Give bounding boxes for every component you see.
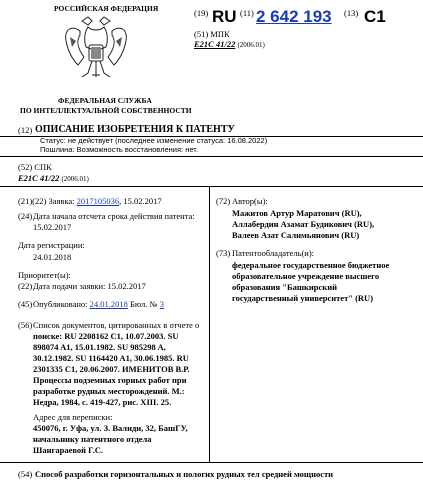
invention-title: Способ разработки горизонтальных и пологих рудных тел средней мощности [35,469,334,479]
field-56-num: (56) [18,320,33,330]
document-title: ОПИСАНИЕ ИЗОБРЕТЕНИЯ К ПАТЕНТУ [35,124,235,135]
field-22-num: (22) [18,281,33,291]
field-24-label: Дата начала отсчета срока действия патента: [33,211,195,221]
address-line: начальнику патентного отдела [33,434,152,444]
owner-line: государственный университет" (RU) [232,293,374,303]
agency-line-2: ПО ИНТЕЛЛЕКТУАЛЬНОЙ СОБСТВЕННОСТИ [20,106,192,115]
publication-row [33,299,164,310]
bulletin-label: Бюл. № [130,299,158,309]
author-item: Мажитов Артур Маратович (RU), [232,208,362,218]
address-label: Адрес для переписки: [33,412,113,422]
bottom-divider [0,462,423,463]
owner-line: образовательное учреждение высшего [232,271,380,281]
ipc-code: E21C 41/22 [194,39,236,49]
field-45-num: (45) [18,299,33,309]
publication-date-link[interactable]: 24.01.2018 [89,299,128,309]
kind-code: C1 [364,7,386,26]
field-24-value: 15.02.2017 [33,222,72,232]
fee-line: Пошлина: Возможность восстановления: нет. [40,144,198,154]
cited-line: 30.12.1982. SU 1164420 A1, 30.06.1985. RU [33,353,189,363]
field-code-13: (13) [344,8,359,18]
address-line: Шангараевой Г.С. [33,445,103,455]
address-line: 450076, г. Уфа, ул. З. Валиди, 32, БашГУ, [33,423,188,433]
field-code-12: (12) [18,125,33,135]
cited-documents [33,320,199,408]
spk-label: (52) СПК [18,162,52,172]
author-item: Аллабердин Азамат Будикович (RU), [232,219,375,229]
application-number-link[interactable]: 2017105036 [76,196,120,206]
spk-year: (2006.01) [61,175,89,183]
column-divider [209,186,210,462]
state-emblem [62,15,130,87]
cited-line: Процессы подземных горных работ при [33,375,187,385]
cited-line: разработке рудных месторождений. М.: [33,386,185,396]
field-22-text: Дата подачи заявки: 15.02.2017 [33,281,146,291]
agency-line-1: ФЕДЕРАЛЬНАЯ СЛУЖБА [58,96,152,105]
publication-label: Опубликовано: [33,299,88,309]
field-24-num: (24) [18,211,33,221]
ipc-label: (51) МПК [194,29,230,39]
patent-number-link[interactable]: 2 642 193 [256,7,332,26]
address-block [33,423,188,456]
application-prefix: (21)(22) Заявка: [18,196,75,206]
field-code-19: (19) [194,8,209,18]
owner-label: Патентообладатель(и): [232,248,315,258]
status-block [40,137,267,154]
field-code-11: (11) [240,8,254,18]
status-divider [0,156,423,157]
ipc-year: (2006.01) [237,41,265,49]
application-row [18,196,162,207]
author-item: Валеев Азат Салимьянович (RU) [232,230,360,240]
cited-line: Недра, 1984, с. 419-427, рис. XIII. 25. [33,397,172,407]
cited-line: Список документов, цитированных в отчете о [33,320,200,330]
cited-line: 898074 A1, 15.01.1982. SU 985298 A, [33,342,166,352]
country-name: РОССИЙСКАЯ ФЕДЕРАЦИЯ [54,4,159,13]
owner-line: федеральное государственное бюджетное [232,260,390,270]
authors-list [232,208,374,241]
spk-code: E21C 41/22 [18,173,60,183]
owner-block [232,260,389,304]
authors-label: Автор(ы): [232,196,268,206]
cited-line: поиске: RU 2208162 C1, 10.07.2003. SU [33,331,179,341]
field-54-num: (54) [18,469,33,479]
field-73-num: (73) [216,248,231,258]
registration-label: Дата регистрации: [18,240,85,250]
cited-line: 2301335 C1, 20.06.2007. ИМЕНИТОВ В.Р. [33,364,190,374]
country-code: RU [212,7,237,26]
status-line: Статус: не действует (последнее изменение статуса: 16.08.2022) [40,136,268,145]
bulletin-number-link[interactable]: 3 [159,299,165,309]
field-72-num: (72) [216,196,231,206]
application-date: , 15.02.2017 [119,196,162,206]
ipc-row [194,39,265,49]
owner-line: образования "Башкирский [232,282,337,292]
spk-row [18,173,89,183]
registration-value: 24.01.2018 [33,252,72,262]
priority-label: Приоритет(ы): [18,270,71,280]
spk-divider [0,186,423,187]
